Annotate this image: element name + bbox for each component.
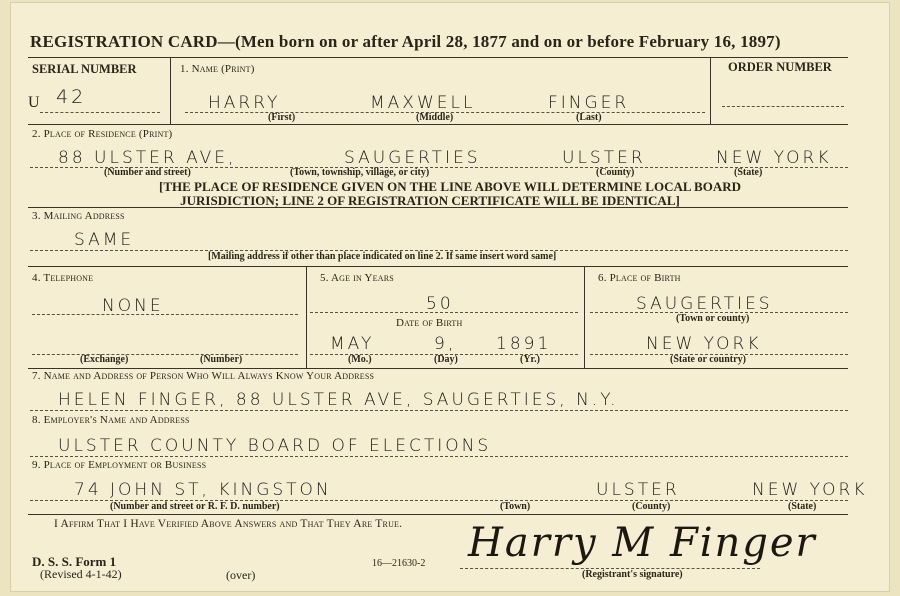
row3-rule — [28, 266, 848, 267]
employer-label: 8. Employer's Name and Address — [32, 414, 190, 426]
employment-street-value: 74 JOHN ST, KINGSTON — [74, 480, 332, 500]
birthplace-town-caption: (Town or county) — [676, 313, 750, 324]
telephone-underline-1 — [32, 314, 298, 315]
first-name-value: HARRY — [208, 93, 281, 113]
title-rule — [28, 57, 848, 58]
residence-town-value: SAUGERTIES — [344, 148, 481, 168]
employment-county-value: ULSTER — [596, 480, 680, 500]
age-label: 5. Age in Years — [320, 272, 394, 284]
mailing-caption: [Mailing address if other than place indicated on line 2. If same insert word same] — [208, 251, 557, 262]
birth-month-value: MAY — [330, 334, 375, 354]
jurisdiction-notice-line1: [THE PLACE OF RESIDENCE GIVEN ON THE LINE ABOVE WILL DETERMINE LOCAL BOARD — [159, 179, 741, 194]
telephone-value: NONE — [102, 296, 164, 316]
affirmation-text: I Affirm That I Have Verified Above Answers and That They Are True. — [54, 518, 403, 530]
exchange-caption: (Exchange) — [80, 354, 129, 365]
signature-caption: (Registrant's signature) — [582, 569, 683, 580]
employment-label: 9. Place of Employment or Business — [32, 459, 207, 471]
telephone-underline-2 — [32, 354, 298, 355]
day-caption: (Day) — [434, 354, 458, 365]
print-code: 16—21630-2 — [372, 558, 426, 569]
order-divider — [710, 57, 711, 124]
row2-rule — [28, 207, 848, 208]
mailing-label: 3. Mailing Address — [32, 210, 125, 222]
last-caption: (Last) — [576, 112, 602, 123]
residence-street-value: 88 ULSTER AVE, — [58, 148, 237, 168]
registration-card — [10, 2, 890, 592]
last-name-value: FINGER — [548, 93, 630, 113]
employment-county-caption: (County) — [632, 501, 671, 512]
order-number-label: ORDER NUMBER — [728, 60, 832, 74]
age-divider — [584, 266, 585, 368]
employment-state-caption: (State) — [788, 501, 817, 512]
telephone-label: 4. Telephone — [32, 272, 94, 284]
first-caption: (First) — [268, 112, 296, 123]
middle-caption: (Middle) — [416, 112, 454, 123]
row1-rule — [28, 124, 848, 125]
employer-value: ULSTER COUNTY BOARD OF ELECTIONS — [58, 436, 492, 456]
month-caption: (Mo.) — [348, 354, 372, 365]
age-underline — [310, 312, 578, 313]
name-label: 1. Name (Print) — [180, 63, 255, 75]
jurisdiction-notice-line2: JURISDICTION; LINE 2 OF REGISTRATION CERTIFICATE WILL BE IDENTICAL] — [180, 193, 680, 208]
employment-town-caption: (Town) — [500, 501, 531, 512]
residence-label: 2. Place of Residence (Print) — [32, 128, 173, 140]
over-note: (over) — [226, 568, 256, 582]
employment-street-caption: (Number and street or R. F. D. number) — [110, 501, 280, 512]
form-number: D. S. S. Form 1 — [32, 554, 117, 569]
contact-label: 7. Name and Address of Person Who Will Always Know Your Address — [32, 370, 375, 382]
birth-day-value: 9, — [434, 334, 457, 354]
birthplace-town-value: SAUGERTIES — [636, 294, 773, 314]
mailing-value: SAME — [74, 230, 135, 250]
serial-underline — [40, 112, 160, 113]
card-title: REGISTRATION CARD—(Men born on or after April 28, 1877 and on or before February 16, 1897) — [30, 32, 781, 51]
serial-divider — [170, 57, 171, 124]
age-value: 50 — [426, 294, 454, 314]
number-caption: (Number) — [200, 354, 243, 365]
row4-rule — [28, 368, 848, 369]
order-underline — [722, 106, 844, 107]
birthplace-label: 6. Place of Birth — [598, 272, 681, 284]
residence-street-caption: (Number and street) — [104, 167, 191, 178]
serial-number-label: SERIAL NUMBER — [32, 62, 137, 76]
form-revision: (Revised 4-1-42) — [40, 567, 122, 581]
birthplace-state-caption: (State or country) — [670, 354, 746, 365]
date-of-birth-label: Date of Birth — [396, 317, 463, 329]
residence-state-value: NEW YORK — [716, 148, 832, 168]
middle-name-value: MAXWELL — [370, 93, 476, 113]
serial-prefix: U — [28, 94, 40, 111]
registrant-signature: Harry M Finger — [468, 520, 817, 566]
contact-underline — [30, 410, 848, 411]
birth-year-value: 1891 — [496, 334, 552, 354]
row9-rule — [28, 514, 848, 515]
residence-county-caption: (County) — [596, 167, 635, 178]
residence-town-caption: (Town, township, village, or city) — [290, 167, 430, 178]
contact-value: HELEN FINGER, 88 ULSTER AVE, SAUGERTIES, N.Y. — [58, 390, 619, 410]
birthplace-state-value: NEW YORK — [646, 334, 762, 354]
employment-state-value: NEW YORK — [752, 480, 868, 500]
residence-state-caption: (State) — [734, 167, 763, 178]
employer-underline — [30, 456, 848, 457]
residence-county-value: ULSTER — [562, 148, 646, 168]
year-caption: (Yr.) — [520, 354, 540, 365]
telephone-divider — [306, 266, 307, 368]
serial-number-value: 42 — [56, 86, 87, 108]
